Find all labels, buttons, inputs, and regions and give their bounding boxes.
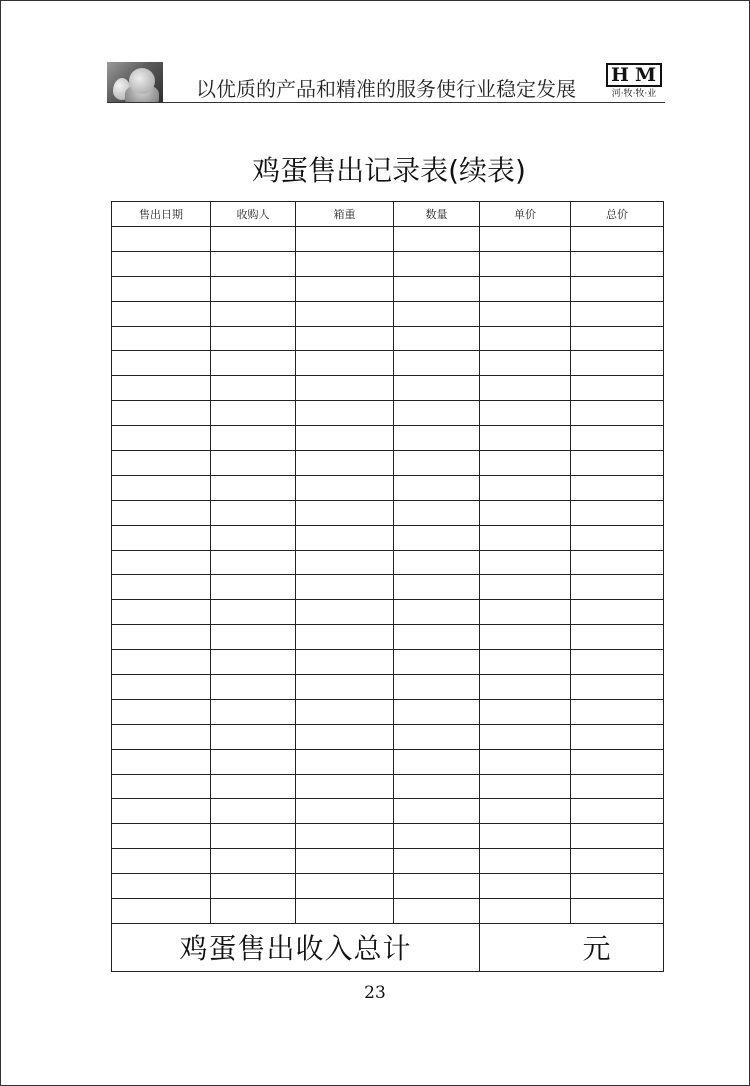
chick-image <box>129 68 155 94</box>
table-cell <box>112 251 211 276</box>
table-cell <box>296 874 394 899</box>
total-label: 鸡蛋售出收入总计 <box>112 923 480 971</box>
table-cell <box>571 426 664 451</box>
table-cell <box>571 675 664 700</box>
table-cell <box>112 899 211 924</box>
table-cell <box>211 724 296 749</box>
table-cell <box>394 475 480 500</box>
table-cell <box>480 276 571 301</box>
table-cell <box>112 451 211 476</box>
table-cell <box>394 376 480 401</box>
table-row <box>112 451 664 476</box>
table-cell <box>394 749 480 774</box>
table-cell <box>571 849 664 874</box>
table-cell <box>394 724 480 749</box>
table-cell <box>480 401 571 426</box>
table-cell <box>394 401 480 426</box>
table-cell <box>480 824 571 849</box>
table-cell <box>480 376 571 401</box>
table-cell <box>394 699 480 724</box>
table-cell <box>571 326 664 351</box>
table-cell <box>211 774 296 799</box>
table-cell <box>211 799 296 824</box>
table-cell <box>480 575 571 600</box>
table-cell <box>112 625 211 650</box>
table-row <box>112 227 664 252</box>
table-cell <box>394 451 480 476</box>
table-cell <box>211 600 296 625</box>
table-cell <box>112 675 211 700</box>
table-cell <box>211 475 296 500</box>
table-cell <box>211 650 296 675</box>
table-row <box>112 550 664 575</box>
table-cell <box>394 650 480 675</box>
column-header-total-price: 总价 <box>571 202 664 227</box>
table-cell <box>112 600 211 625</box>
table-cell <box>394 824 480 849</box>
table-cell <box>296 276 394 301</box>
table-cell <box>112 774 211 799</box>
table-row <box>112 724 664 749</box>
table-cell <box>394 500 480 525</box>
table-cell <box>571 899 664 924</box>
logo-text: 河·牧·牧·业 <box>611 89 657 99</box>
table-cell <box>296 251 394 276</box>
table-cell <box>480 799 571 824</box>
table-cell <box>296 774 394 799</box>
table-cell <box>571 625 664 650</box>
table-cell <box>296 451 394 476</box>
table-cell <box>480 899 571 924</box>
table-cell <box>480 600 571 625</box>
table-cell <box>480 699 571 724</box>
table-cell <box>480 749 571 774</box>
table-row <box>112 326 664 351</box>
table-cell <box>394 874 480 899</box>
table-cell <box>480 874 571 899</box>
table-cell <box>571 874 664 899</box>
table-cell <box>394 625 480 650</box>
table-cell <box>112 799 211 824</box>
table-row <box>112 774 664 799</box>
table-row <box>112 475 664 500</box>
table-cell <box>112 874 211 899</box>
table-cell <box>211 351 296 376</box>
page-number: 23 <box>364 983 386 1003</box>
table-cell <box>571 699 664 724</box>
table-cell <box>571 500 664 525</box>
table-row <box>112 799 664 824</box>
table-row <box>112 749 664 774</box>
table-cell <box>394 351 480 376</box>
table-cell <box>296 899 394 924</box>
table-cell <box>296 376 394 401</box>
table-row <box>112 699 664 724</box>
table-cell <box>296 426 394 451</box>
table-cell <box>112 824 211 849</box>
table-cell <box>211 276 296 301</box>
table-cell <box>571 550 664 575</box>
table-cell <box>296 824 394 849</box>
table-row <box>112 525 664 550</box>
table-cell <box>296 675 394 700</box>
table-cell <box>112 500 211 525</box>
table-cell <box>480 774 571 799</box>
table-cell <box>112 475 211 500</box>
table-cell <box>480 849 571 874</box>
table-row <box>112 500 664 525</box>
table-cell <box>571 600 664 625</box>
table-cell <box>211 749 296 774</box>
table-row <box>112 625 664 650</box>
table-cell <box>394 774 480 799</box>
table-cell <box>571 774 664 799</box>
table-row <box>112 401 664 426</box>
table-cell <box>571 525 664 550</box>
table-cell <box>211 376 296 401</box>
table-cell <box>394 525 480 550</box>
table-cell <box>211 227 296 252</box>
table-cell <box>480 326 571 351</box>
table-cell <box>112 699 211 724</box>
column-header-box-weight: 箱重 <box>296 202 394 227</box>
table-cell <box>211 575 296 600</box>
table-cell <box>211 874 296 899</box>
table-row <box>112 575 664 600</box>
table-cell <box>571 575 664 600</box>
table-cell <box>296 401 394 426</box>
table-cell <box>112 749 211 774</box>
table-cell <box>571 451 664 476</box>
column-header-sale-date: 售出日期 <box>112 202 211 227</box>
table-row <box>112 251 664 276</box>
table-cell <box>480 351 571 376</box>
table-cell <box>571 650 664 675</box>
table-cell <box>394 550 480 575</box>
table-cell <box>296 799 394 824</box>
table-cell <box>296 849 394 874</box>
header-divider <box>107 102 665 103</box>
table-row <box>112 600 664 625</box>
table-cell <box>211 301 296 326</box>
table-cell <box>112 575 211 600</box>
table-cell <box>211 326 296 351</box>
column-header-buyer: 收购人 <box>211 202 296 227</box>
total-row <box>112 923 664 971</box>
table-cell <box>394 276 480 301</box>
table-cell <box>571 749 664 774</box>
table-cell <box>112 849 211 874</box>
table-row <box>112 301 664 326</box>
table-cell <box>394 301 480 326</box>
table-cell <box>394 326 480 351</box>
table-cell <box>394 675 480 700</box>
table-cell <box>112 376 211 401</box>
table-cell <box>296 326 394 351</box>
table-cell <box>480 426 571 451</box>
column-header-quantity: 数量 <box>394 202 480 227</box>
table-cell <box>480 451 571 476</box>
table-cell <box>571 475 664 500</box>
table-cell <box>480 625 571 650</box>
table-cell <box>571 824 664 849</box>
header-slogan: 以优质的产品和精准的服务使行业稳定发展 <box>196 77 576 101</box>
table-cell <box>480 251 571 276</box>
table-cell <box>211 824 296 849</box>
table-row <box>112 874 664 899</box>
table-cell <box>211 625 296 650</box>
table-cell <box>394 426 480 451</box>
table-cell <box>211 401 296 426</box>
table-row <box>112 276 664 301</box>
column-header-unit-price: 单价 <box>480 202 571 227</box>
table-cell <box>296 550 394 575</box>
table-row <box>112 675 664 700</box>
table-cell <box>112 650 211 675</box>
table-cell <box>571 251 664 276</box>
table-cell <box>394 227 480 252</box>
table-cell <box>112 426 211 451</box>
table-cell <box>211 550 296 575</box>
table-cell <box>211 849 296 874</box>
table-cell <box>211 899 296 924</box>
table-cell <box>571 376 664 401</box>
table-cell <box>211 525 296 550</box>
table-body <box>112 227 664 924</box>
table-cell <box>394 799 480 824</box>
table-cell <box>480 550 571 575</box>
table-cell <box>112 301 211 326</box>
table-cell <box>112 276 211 301</box>
table-cell <box>571 301 664 326</box>
table-cell <box>394 251 480 276</box>
table-cell <box>296 724 394 749</box>
table-cell <box>571 401 664 426</box>
table-cell <box>394 575 480 600</box>
table-cell <box>211 500 296 525</box>
table-cell <box>112 351 211 376</box>
table-cell <box>480 301 571 326</box>
table-cell <box>480 675 571 700</box>
table-row <box>112 849 664 874</box>
header-photo <box>107 62 163 102</box>
table-cell <box>296 699 394 724</box>
table-cell <box>112 525 211 550</box>
table-cell <box>571 227 664 252</box>
table-row <box>112 899 664 924</box>
table-cell <box>296 351 394 376</box>
company-logo <box>606 63 662 101</box>
table-cell <box>211 699 296 724</box>
table-cell <box>112 724 211 749</box>
table-cell <box>296 600 394 625</box>
table-cell <box>296 749 394 774</box>
table-cell <box>394 899 480 924</box>
table-header-row <box>112 202 664 227</box>
table-cell <box>480 227 571 252</box>
total-unit: 元 <box>480 923 664 971</box>
table-cell <box>211 426 296 451</box>
table-row <box>112 351 664 376</box>
table-cell <box>112 227 211 252</box>
table-cell <box>394 849 480 874</box>
table-row <box>112 824 664 849</box>
table-cell <box>211 251 296 276</box>
table-cell <box>571 351 664 376</box>
table-cell <box>112 401 211 426</box>
table-cell <box>296 500 394 525</box>
table-row <box>112 426 664 451</box>
table-cell <box>394 600 480 625</box>
table-cell <box>112 550 211 575</box>
logo-letters: HM <box>606 63 662 87</box>
table-cell <box>480 724 571 749</box>
table-cell <box>480 475 571 500</box>
table-cell <box>571 799 664 824</box>
document-title: 鸡蛋售出记录表(续表) <box>252 154 526 187</box>
table-cell <box>296 525 394 550</box>
egg-sales-record-table <box>111 201 664 972</box>
table-cell <box>571 724 664 749</box>
table-cell <box>480 525 571 550</box>
table-cell <box>571 276 664 301</box>
table-cell <box>112 326 211 351</box>
table-cell <box>296 227 394 252</box>
table-row <box>112 650 664 675</box>
table-cell <box>296 475 394 500</box>
table-cell <box>296 625 394 650</box>
table-cell <box>480 500 571 525</box>
table-cell <box>296 650 394 675</box>
table-cell <box>211 451 296 476</box>
table-cell <box>296 301 394 326</box>
table-cell <box>211 675 296 700</box>
table-row <box>112 376 664 401</box>
table-cell <box>480 650 571 675</box>
table-cell <box>296 575 394 600</box>
